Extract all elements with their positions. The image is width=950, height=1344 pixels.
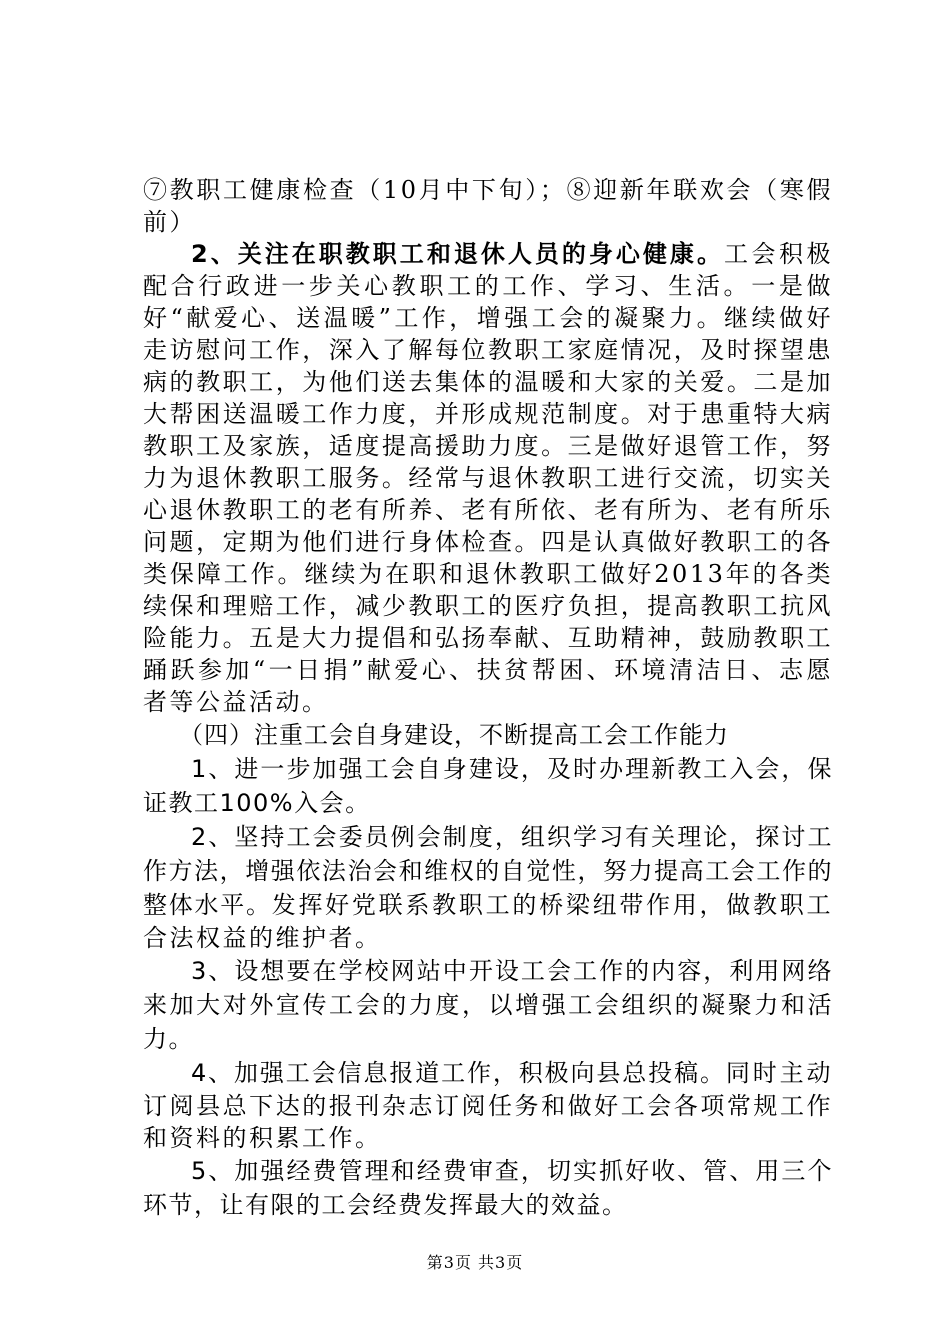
- paragraph-item-5: 5、加强经费管理和经费审查，切实抓好收、管、用三个环节，让有限的工会经费发挥最大的效益。: [143, 1157, 833, 1219]
- paragraph-item-4-lead: 4、加强工会信息报道工作，积极向县总投稿。: [191, 1059, 726, 1087]
- paragraph-item-4: [143, 1056, 833, 1154]
- paragraph-item-3: 3、设想要在学校网站中开设工会工作的内容，利用网络来加大对外宣传工会的力度，以增强工会组织的凝聚力和活力。: [143, 957, 833, 1053]
- paragraph-item-4-body: 同时主动订阅县总下达的报刊杂志订阅任务和做好工会各项常规工作和资料的积累工作。: [143, 1059, 833, 1152]
- document-body: [143, 174, 833, 1222]
- paragraph-item-2-body: 发挥好党联系教职工的桥梁纽带作用，做教职工合法权益的维护者。: [143, 891, 834, 952]
- paragraph-health-care: [143, 238, 833, 718]
- paragraph-health-care-lead: 2、关注在职教职工和退休人员的身心健康。: [191, 240, 724, 268]
- page-footer: 第3页 共3页: [426, 1253, 524, 1272]
- paragraph-item-2: [143, 820, 833, 954]
- paragraph-activity-list: ⑦教职工健康检查（10月中下旬）；⑧迎新年联欢会（寒假前）: [143, 176, 833, 236]
- section-heading-4: （四）注重工会自身建设，不断提高工会工作能力: [179, 721, 729, 749]
- paragraph-item-2-lead: 2、坚持工会委员例会制度，组织学习有关理论，探讨工作方法，增强依法治会和维权的自觉性，努力提高工会工作的整体水平。: [143, 823, 833, 919]
- paragraph-health-care-body: 工会积极配合行政进一步关心教职工的工作、学习、生活。一是做好“献爱心、送温暖”工作，增强工会的凝聚力。继续做好走访慰问工作，深入了解每位教职工家庭情况，及时探望患病的教职工，为他们送去集体的温暖和大家的关爱。二是加大帮困送温暖工作力度，并形成规范制度。对于患重特大病教职工及家族，适度提高援助力度。三是做好退管工作，努力为退休教职工服务。经常与退休教职工进行交流，切实关心退休教职工的老有所养、老有所依、老有所为、老有所乐问题，定期为他们进行身体检查。四是认真做好教职工的各类保障工作。继续为在职和退休教职工做好2013年的各类续保和理赔工作，减少教职工的医疗负担，提高教职工抗风险能力。五是大力提倡和弘扬奉献、互助精神，鼓励教职工踊跃参加“一日捐”献爱心、扶贫帮困、环境清洁日、志愿者等公益活动。: [143, 240, 834, 716]
- paragraph-item-1: 1、进一步加强工会自身建设，及时办理新教工入会，保证教工100%入会。: [143, 755, 833, 817]
